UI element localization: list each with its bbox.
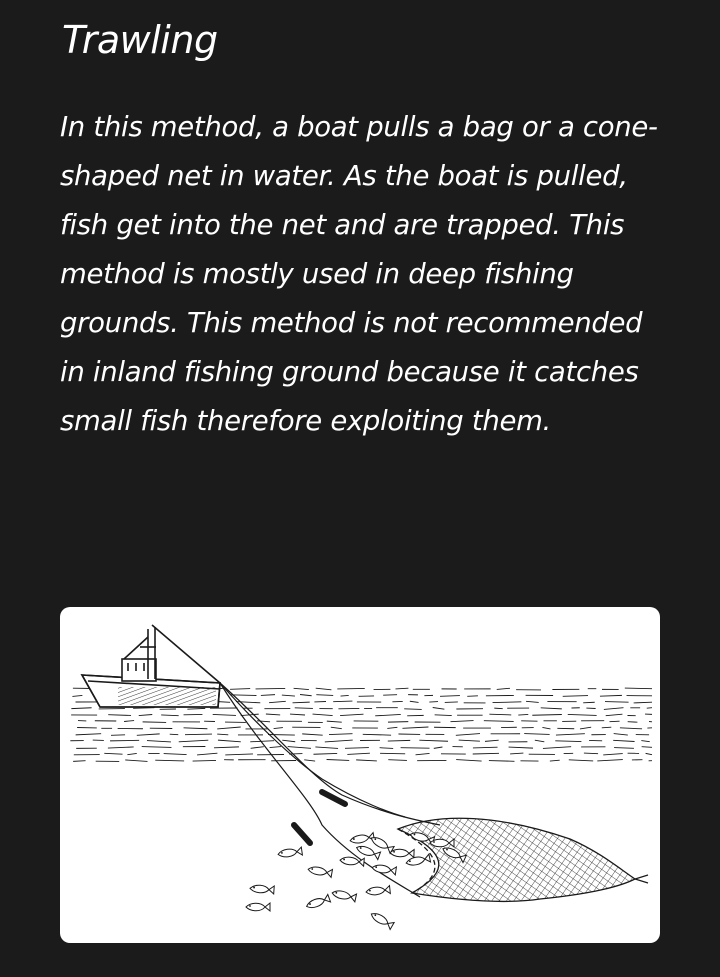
water-dash (580, 727, 591, 729)
water-dash (363, 734, 391, 735)
water-dash (294, 688, 309, 689)
water-dash (108, 715, 131, 716)
water-dash (257, 721, 270, 722)
water-dash (214, 747, 239, 748)
water-dash (542, 727, 550, 728)
water-dash (535, 740, 544, 742)
water-dash (300, 695, 312, 696)
trawl-net (398, 818, 648, 901)
water-dash (396, 688, 409, 689)
water-dash (304, 760, 315, 761)
water-dash (569, 760, 593, 761)
water-dash (613, 740, 634, 741)
water-dash (139, 715, 153, 716)
water-dash (614, 748, 634, 749)
fish (278, 847, 303, 858)
fish (405, 854, 430, 867)
water-dash (456, 734, 480, 736)
water-dash (329, 734, 352, 735)
water-dash (193, 760, 216, 761)
water-dash (143, 722, 167, 723)
fish (369, 911, 394, 930)
water-dash (125, 760, 147, 762)
water-dash (111, 735, 125, 736)
water-dash (124, 721, 134, 722)
water-dash (225, 754, 253, 755)
water-dash (568, 714, 597, 715)
water-dash (541, 708, 562, 709)
fish (246, 903, 270, 911)
water-dash (187, 708, 205, 709)
fish (390, 849, 414, 858)
water-dash (404, 709, 422, 710)
water-dash (434, 747, 443, 748)
water-dash (625, 688, 652, 689)
water-dash (327, 721, 342, 722)
fish (331, 889, 356, 902)
water-dash (419, 740, 448, 741)
water-dash (295, 708, 313, 709)
water-dash (646, 753, 652, 754)
water-dash (388, 760, 407, 761)
water-dash (410, 701, 419, 702)
water-dash (532, 714, 562, 715)
water-dash (340, 714, 363, 715)
water-dash (345, 748, 369, 749)
otter-boards (294, 792, 345, 843)
water-dash (293, 702, 310, 703)
water-dash (147, 741, 171, 742)
water-dash (217, 727, 241, 729)
water-dash (218, 740, 241, 742)
water-dash (597, 760, 623, 761)
water-dash (602, 727, 612, 728)
water-dash (155, 760, 184, 761)
water-dash (316, 688, 332, 690)
water-dash (333, 701, 352, 702)
water-dash (642, 747, 652, 748)
water-dash (485, 740, 499, 741)
water-dash (375, 714, 401, 715)
water-dash (604, 708, 624, 710)
water-dash (456, 760, 481, 762)
water-dash (327, 760, 350, 761)
water-dash (555, 741, 581, 742)
water-dash (605, 702, 629, 703)
water-dash (484, 721, 514, 722)
water-dash (440, 696, 460, 697)
water-dash (185, 734, 212, 735)
water-dash (606, 714, 623, 715)
fish (250, 884, 274, 894)
water-dash (302, 734, 322, 735)
water-dash (76, 734, 102, 735)
water-dash (563, 696, 588, 697)
water-dash (288, 747, 311, 749)
water-dash (325, 740, 353, 742)
water-dash (104, 753, 122, 754)
fish (366, 886, 391, 896)
water-dash (261, 695, 275, 696)
water-dash (73, 761, 85, 762)
water-dash (489, 714, 511, 715)
water-dash (388, 740, 410, 741)
water-dash (634, 702, 652, 703)
water-dash (387, 727, 397, 728)
water-dash (556, 734, 585, 735)
water-dash (620, 728, 642, 729)
fish (305, 894, 330, 910)
water-dash (213, 714, 236, 715)
water-dash (266, 714, 280, 715)
fish (340, 856, 365, 866)
water-dash (510, 753, 523, 754)
water-dash (509, 747, 533, 748)
water-dash (380, 748, 394, 749)
water-dash (416, 753, 430, 754)
fish (307, 865, 332, 877)
water-dash (494, 708, 502, 709)
trawling-illustration (60, 607, 660, 943)
water-dash (217, 734, 228, 735)
water-dash (161, 715, 178, 716)
water-dash (429, 702, 438, 703)
section-title: Trawling (62, 18, 218, 62)
water-dash (282, 695, 295, 696)
water-dash (473, 753, 499, 754)
water-dash (401, 748, 430, 749)
water-dash (388, 722, 408, 723)
water-dash (108, 747, 134, 748)
water-dash (489, 761, 515, 762)
fish (372, 864, 397, 875)
water-dash (383, 695, 397, 696)
water-dash (402, 727, 428, 728)
water-dash (137, 734, 160, 735)
water-dash (341, 695, 349, 696)
water-dash (250, 741, 274, 742)
water-dash (435, 715, 452, 716)
water-dash (179, 740, 209, 742)
trawling-drawing (60, 607, 660, 943)
water-dash (433, 708, 445, 710)
fish (349, 833, 374, 845)
water-dash (251, 747, 264, 749)
water-dash (493, 702, 522, 703)
water-dash (550, 760, 560, 761)
water-dash (316, 695, 333, 696)
water-dash (583, 702, 595, 703)
water-dash (268, 735, 295, 736)
water-dash (347, 753, 370, 754)
water-dash (282, 740, 295, 742)
fish (355, 844, 380, 860)
fishing-boat (82, 625, 220, 707)
water-dash (230, 689, 250, 690)
water-dash (331, 727, 342, 728)
water-dash (197, 753, 217, 755)
water-dash (315, 747, 338, 749)
water-dash (110, 740, 139, 741)
water-dash (450, 721, 473, 722)
water-dash (526, 701, 539, 702)
water-dash (614, 734, 628, 735)
water-dash (270, 747, 281, 748)
water-dash (603, 754, 623, 755)
water-dash (584, 753, 598, 754)
water-dash (459, 740, 480, 741)
water-dash (543, 747, 571, 749)
water-dash (524, 734, 549, 735)
water-dash (274, 728, 283, 729)
water-dash (313, 753, 337, 754)
water-dash (497, 688, 510, 689)
water-dash (72, 695, 82, 696)
water-dash (269, 701, 286, 702)
water-dash (290, 714, 305, 715)
water-dash (609, 721, 619, 722)
water-dash (71, 708, 91, 709)
water-dash (473, 747, 498, 748)
water-dash (356, 760, 377, 761)
water-dash (641, 741, 649, 742)
section-paragraph: In this method, a boat pulls a bag or a cone-shaped net in water. As the boat is pulled, fish get into the net and are trapped. This method is mostly used in deep fishing grounds. This method is not recommended in inland fishing ground because it catches small fish therefore exploiting them. (60, 111, 658, 437)
water-dash (184, 728, 208, 729)
water-dash (313, 714, 333, 716)
water-dash (142, 747, 172, 748)
water-dash (164, 754, 187, 755)
fish (369, 835, 394, 854)
water-dash (518, 714, 528, 715)
water-dash (127, 753, 136, 754)
water-dash (600, 695, 622, 696)
